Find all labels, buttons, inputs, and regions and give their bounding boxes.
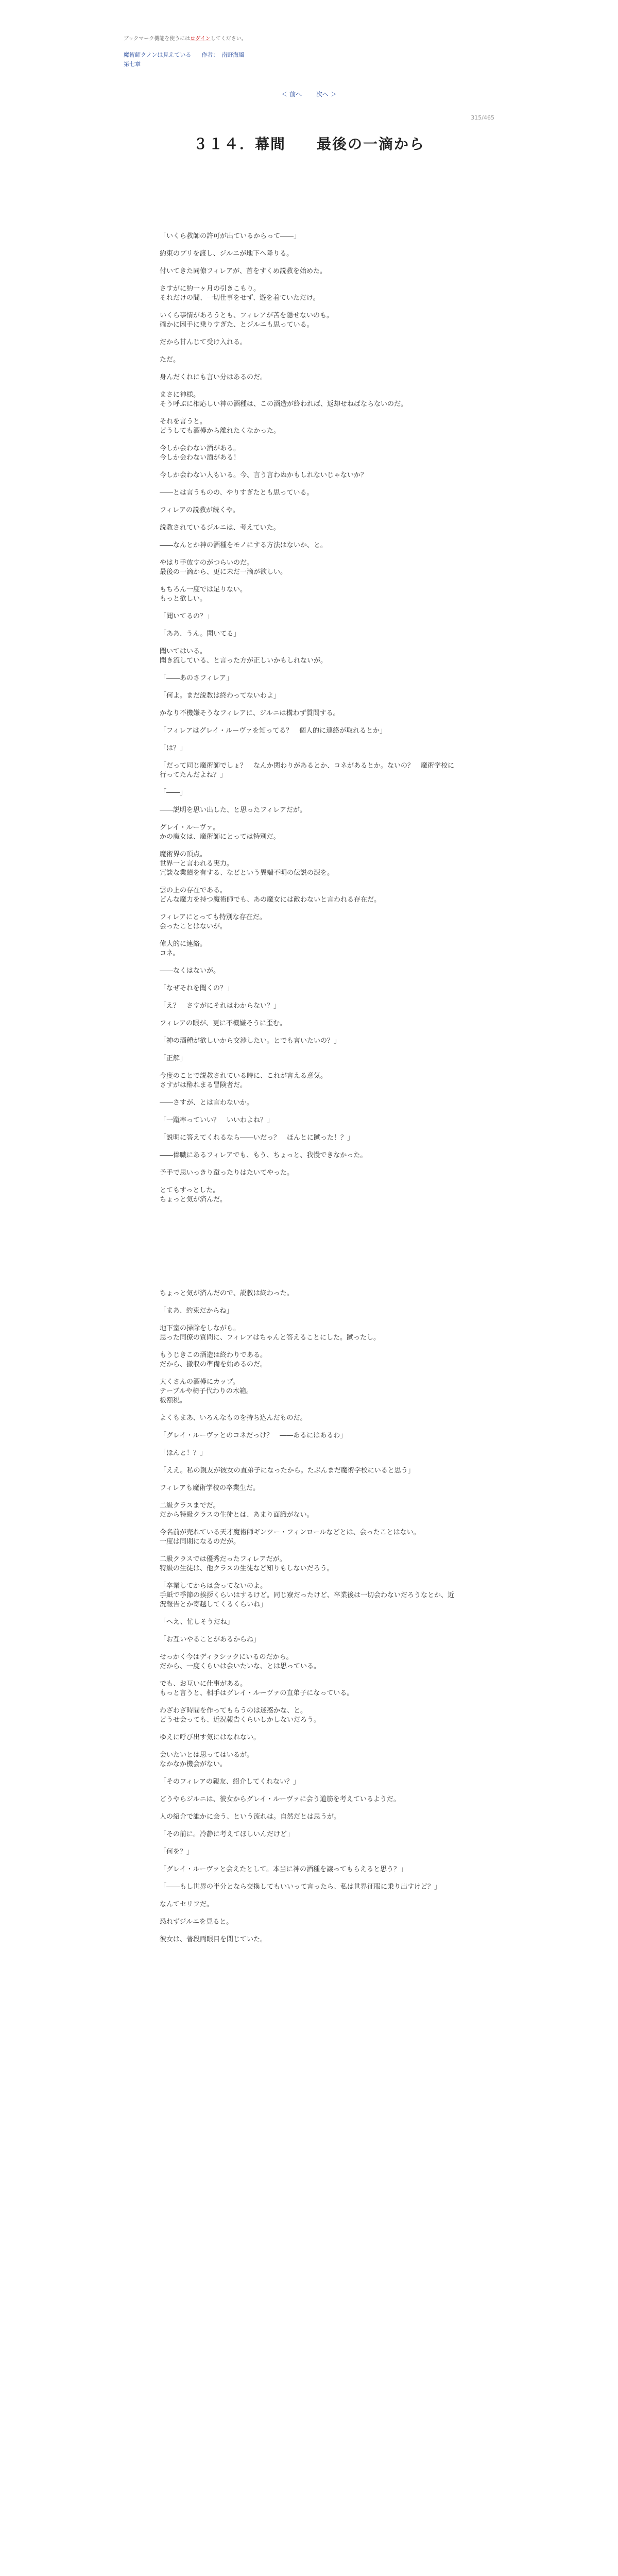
- body-paragraph: よくもまあ、いろんなものを持ち込んだものだ。: [160, 1414, 307, 1422]
- body-paragraph: 彼女は、普段両眼目を閉じていた。: [160, 1936, 267, 1943]
- body-paragraph: どうやらジルニは、彼女からグレイ・ルーヴァに会う道筋を考えているようだ。: [160, 1795, 400, 1803]
- body-paragraph: 「神の酒種が欲しいから交渉したい。とでも言いたいの？」: [160, 1037, 341, 1045]
- series-title-link[interactable]: 魔術師クノンは見えている: [124, 52, 192, 58]
- body-paragraph: ゆえに呼び出す気にはなれない。: [160, 1734, 261, 1741]
- body-paragraph: フィレアの説教が続くや。: [160, 506, 239, 514]
- body-paragraph: ただ。: [160, 356, 180, 364]
- body-paragraph: フィレアも魔術学校の卒業生だ。: [160, 1484, 260, 1492]
- body-paragraph: 今度のことで説教されている時に、これが言える意気。 さすがは酔れまる冒険者だ。: [160, 1072, 328, 1089]
- body-paragraph: 「え？ さすがにそれはわからない？」: [160, 1002, 281, 1010]
- body-paragraph: やはり手放すのがつらいのだ。 最後の一滴から、更に未だ一滴が欲しい。: [160, 559, 287, 576]
- body-paragraph: フィレアにとっても特別な存在だ。 会ったことはないが。: [160, 913, 266, 930]
- chapter-nav: [124, 90, 494, 98]
- body-paragraph: それを言うと。 どうしても酒樽から離れたくなかった。: [160, 418, 281, 435]
- body-paragraph: 雲の上の存在である。 どんな魔力を持つ魔術師でも、あの魔女には敵わないと言われる存在だ。: [160, 887, 381, 904]
- body-paragraph: 「何よ。まだ説教は終わってないわよ」: [160, 692, 280, 700]
- body-paragraph: 大くさんの酒樽にカップ。 テーブルや椅子代わりの木箱。 板額税。: [160, 1378, 253, 1404]
- body-paragraph: 「お互いやることがあるからね」: [160, 1636, 261, 1643]
- body-paragraph: 聞いてはいる。 聞き流している、と言った方が正しいかもしれないが。: [160, 648, 328, 665]
- body-paragraph: ちょっと気が済んだので、説教は終わった。: [160, 1290, 294, 1297]
- body-paragraph: 「グレイ・ルーヴァとのコネだっけ？ ――あるにはあるわ」: [160, 1432, 347, 1439]
- prev-link[interactable]: ＜ 前へ: [281, 91, 302, 98]
- body-paragraph: ――さすが、とは言わないか。: [160, 1099, 254, 1107]
- body-paragraph: まさに神様。 そう呼ぶに相応しい神の酒種は、この酒造が終われば、返却せねばならないのだ。: [160, 391, 408, 408]
- body-paragraph: 付いてきた同僚フィレアが、首をすくめ説教を始めた。: [160, 267, 327, 275]
- body-paragraph: かなり不機嫌そうなフィレアに、ジルニは構わず質問する。: [160, 709, 340, 717]
- body-paragraph: でも、お互いに仕事がある。 もっと言うと、相手はグレイ・ルーヴァの直弟子になっている。: [160, 1680, 354, 1697]
- body-paragraph: さすがに約一ヶ月の引きこもり。 それだけの間、一切仕事をせず、遊を着ていただけ。: [160, 285, 320, 302]
- body-paragraph: 「まあ、約束だからね」: [160, 1307, 233, 1315]
- notice-suffix: してください。: [210, 36, 247, 42]
- body-paragraph: フィレアの眼が、更に不機嫌そうに歪む。: [160, 1020, 286, 1027]
- body-paragraph: グレイ・ルーヴァ。 かの魔女は、魔術師にとっては特別だ。: [160, 824, 280, 841]
- author-link[interactable]: 南野海風: [221, 52, 245, 58]
- body-paragraph: 「なぜそれを聞くの？」: [160, 985, 234, 992]
- body-paragraph: 二級クラスでは優秀だったフィレアだが。 特級の生徒は、他クラスの生徒など知りもしないだろう。: [160, 1555, 334, 1572]
- chapter-title: ３１４．幕間 最後の一滴から: [193, 135, 425, 152]
- body-paragraph: 「その前に。冷静に考えてほしいんだけど」: [160, 1831, 294, 1838]
- login-link[interactable]: ログイン: [190, 36, 211, 42]
- body-paragraph: わざわざ時間を作ってもらうのは迷惑かな、と。 どうせ会っても、近況報告くらいしかしないだろう。: [160, 1707, 321, 1724]
- body-paragraph: 人の紹介で誰かに会う、という流れは。自然だとは思うが。: [160, 1813, 341, 1821]
- body-paragraph: ――説明を思い出した、と思ったフィレアだが。: [160, 806, 306, 814]
- next-link[interactable]: 次へ ＞: [316, 91, 337, 98]
- body-paragraph: 今しか会わない人もいる。今、言う言わぬかもしれないじゃないか？: [160, 471, 368, 479]
- body-paragraph: ――なくはないが。: [160, 967, 220, 975]
- body-paragraph: 「は？」: [160, 744, 187, 752]
- body-paragraph: ――なんとか神の酒種をモノにする方法はないか、と。: [160, 541, 327, 549]
- body-paragraph: だから甘んじて受け入れる。: [160, 338, 247, 346]
- body-paragraph: せっかく今はディラシックにいるのだから。 だから、一度くらいは会いたいな、とは思っている。: [160, 1653, 321, 1670]
- body-paragraph: 説教されているジルニは、考えていた。: [160, 524, 280, 532]
- body-paragraph: 「ええ。私の親友が彼女の直弟子になったから。たぶんまだ魔術学校にいると思う」: [160, 1467, 415, 1475]
- body-paragraph: いくら事情があろうとも、フィレアが苦を隠せないのも。 確かに困手に乗りすぎた、とジルニも思っている。: [160, 312, 333, 329]
- body-paragraph: 今名前が売れている天才魔術師ギンツー・フィンロールなどとは、会ったことはない。 一度は同期になるのだが。: [160, 1529, 420, 1546]
- body-paragraph: 「グレイ・ルーヴァと会えたとして。本当に神の酒種を譲ってもらえると思う？」: [160, 1866, 407, 1873]
- body-paragraph: 会いたいとは思ってはいるが。 なかなか機会がない。: [160, 1751, 254, 1768]
- body-paragraph: 「ああ、うん。聞いてる」: [160, 630, 241, 638]
- body-paragraph: 「フィレアはグレイ・ルーヴァを知ってる？ 個人的に連絡が取れるとか」: [160, 727, 387, 735]
- notice-prefix: ブックマーク機能を使うには: [124, 36, 191, 42]
- body-paragraph: もちろん一度では足りない。 もっと欲しい。: [160, 586, 247, 603]
- body-paragraph: 地下室の掃除をしながら。 思った同僚の質問に、フィレアはちゃんと答えることにした。蹴ったし。: [160, 1325, 380, 1342]
- body-paragraph: 「――もし世界の半分となら交換してもいいって言ったら、私は世界征服に乗り出すけど？」: [160, 1883, 441, 1891]
- body-paragraph: 「いくら教師の許可が出ているからって――」: [160, 232, 301, 240]
- body-paragraph: 「ほんと！？」: [160, 1449, 207, 1457]
- body-paragraph: 二級クラスまでだ。 だから特級クラスの生徒とは、あまり面識がない。: [160, 1502, 314, 1519]
- page-number: 315/465: [471, 114, 494, 121]
- login-notice: [124, 34, 247, 42]
- body-paragraph: 「そのフィレアの親友、紹介してくれない？」: [160, 1778, 300, 1786]
- body-paragraph: 「説明に答えてくれるなら――いだっ？ ほんとに蹴った！？」: [160, 1134, 354, 1142]
- body-paragraph: 「何を？」: [160, 1848, 194, 1856]
- body-paragraph: 「へえ、忙しそうだね」: [160, 1618, 234, 1626]
- body-paragraph: 「――」: [160, 789, 187, 796]
- body-paragraph: 「正解」: [160, 1055, 187, 1062]
- series-info: [124, 50, 247, 59]
- body-paragraph: 「だって同じ魔術師でしょ？ なんか関わりがあるとか、コネがあるとか。ないの？ 魔術学校に行ってたんだよね？」: [160, 762, 455, 779]
- body-paragraph: 偉大的に連絡。 コネ。: [160, 940, 207, 957]
- body-paragraph: 魔術界の頂点。 世界一と言われる実力。 冗談な業績を有する、などという異端不明の伝説の源を。: [160, 851, 334, 877]
- body-paragraph: 恐れずジルニを見ると。: [160, 1918, 233, 1926]
- body-paragraph: 「――あのさフィレア」: [160, 674, 233, 682]
- body-paragraph: ――とは言うものの、やりすぎたとも思っている。: [160, 489, 314, 497]
- author-label: 作者：: [201, 52, 219, 58]
- chapter-number: 第七章: [124, 61, 141, 67]
- body-paragraph: 身んだくれにも言い分はあるのだ。: [160, 374, 267, 381]
- body-paragraph: 約束のプリを渡し、ジルニが地下へ降りる。: [160, 250, 294, 258]
- body-paragraph: ――俸職にあるフィレアでも、もう、ちょっと、我慢できなかった。: [160, 1151, 367, 1159]
- body-paragraph: もうじきこの酒造は終わりである。 だから、撤収の準備を始めるのだ。: [160, 1351, 267, 1368]
- chapter-body: [160, 232, 458, 1953]
- body-paragraph: なんてセリフだ。: [160, 1901, 214, 1908]
- body-paragraph: 「聞いてるの？」: [160, 613, 214, 620]
- body-paragraph: 「卒業してからは会ってないのよ。 手紙で季節の挨拶くらいはするけど。同じ寮だったけど、卒業後は一切会わないだろうなとか、近況報告とか寄越してくるくらいね」: [160, 1582, 455, 1608]
- body-paragraph: 今しか会わない酒がある。 今しか会わない酒がある！: [160, 445, 241, 462]
- body-paragraph: 予手で思いっきり蹴ったりはたいてやった。: [160, 1169, 294, 1177]
- body-paragraph: 「一蹴率っていい？ いいわよね？」: [160, 1116, 274, 1124]
- body-paragraph: とてもすっとした。 ちょっと気が済んだ。: [160, 1187, 227, 1204]
